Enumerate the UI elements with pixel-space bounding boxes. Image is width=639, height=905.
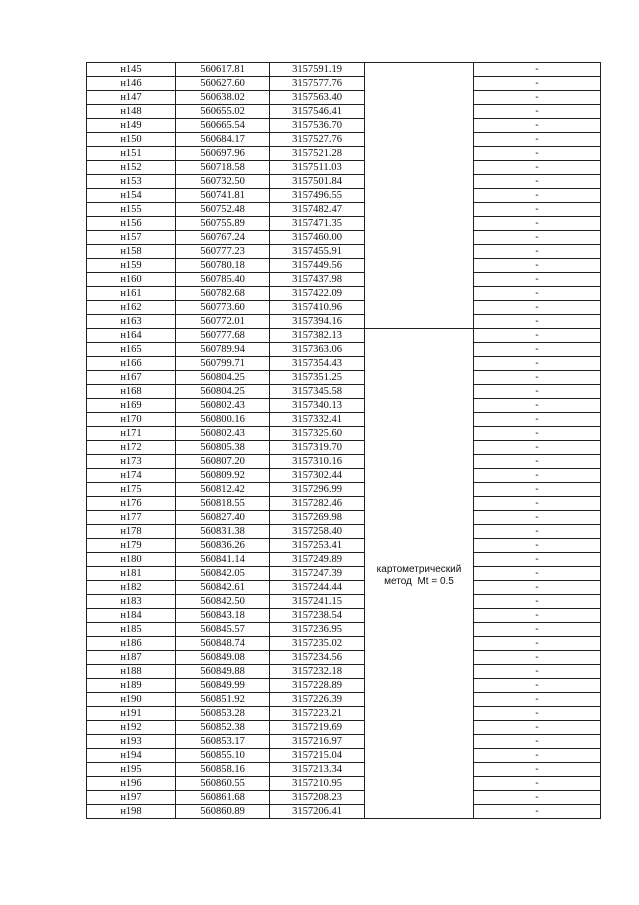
description-cell: - <box>474 231 601 245</box>
y-coordinate-cell: 3157258.40 <box>270 525 365 539</box>
point-id-cell: н192 <box>87 721 176 735</box>
table-row <box>87 231 601 245</box>
description-cell: - <box>474 315 601 329</box>
description-cell: - <box>474 651 601 665</box>
table-row <box>87 77 601 91</box>
x-coordinate-cell: 560842.05 <box>176 567 270 581</box>
point-id-cell: н185 <box>87 623 176 637</box>
description-cell: - <box>474 749 601 763</box>
description-cell: - <box>474 203 601 217</box>
table-row <box>87 791 601 805</box>
y-coordinate-cell: 3157236.95 <box>270 623 365 637</box>
y-coordinate-cell: 3157232.18 <box>270 665 365 679</box>
description-cell: - <box>474 777 601 791</box>
x-coordinate-cell: 560767.24 <box>176 231 270 245</box>
y-coordinate-cell: 3157422.09 <box>270 287 365 301</box>
y-coordinate-cell: 3157213.34 <box>270 763 365 777</box>
x-coordinate-cell: 560836.26 <box>176 539 270 553</box>
x-coordinate-cell: 560777.23 <box>176 245 270 259</box>
y-coordinate-cell: 3157228.89 <box>270 679 365 693</box>
description-cell: - <box>474 609 601 623</box>
description-cell: - <box>474 511 601 525</box>
y-coordinate-cell: 3157269.98 <box>270 511 365 525</box>
point-id-cell: н155 <box>87 203 176 217</box>
point-id-cell: н194 <box>87 749 176 763</box>
method-accuracy: метод Mt = 0.5 <box>384 575 454 587</box>
x-coordinate-cell: 560697.96 <box>176 147 270 161</box>
x-coordinate-cell: 560627.60 <box>176 77 270 91</box>
x-coordinate-cell: 560809.92 <box>176 469 270 483</box>
x-coordinate-cell: 560860.55 <box>176 777 270 791</box>
point-id-cell: н184 <box>87 609 176 623</box>
y-coordinate-cell: 3157482.47 <box>270 203 365 217</box>
description-cell: - <box>474 77 601 91</box>
description-cell: - <box>474 553 601 567</box>
description-cell: - <box>474 133 601 147</box>
y-coordinate-cell: 3157563.40 <box>270 91 365 105</box>
y-coordinate-cell: 3157345.58 <box>270 385 365 399</box>
y-coordinate-cell: 3157340.13 <box>270 399 365 413</box>
y-coordinate-cell: 3157296.99 <box>270 483 365 497</box>
x-coordinate-cell: 560831.38 <box>176 525 270 539</box>
table-row <box>87 721 601 735</box>
description-cell: - <box>474 693 601 707</box>
description-cell: - <box>474 119 601 133</box>
x-coordinate-cell: 560849.08 <box>176 651 270 665</box>
table-row <box>87 161 601 175</box>
description-cell: - <box>474 595 601 609</box>
table-row <box>87 217 601 231</box>
point-id-cell: н173 <box>87 455 176 469</box>
x-coordinate-cell: 560841.14 <box>176 553 270 567</box>
table-row <box>87 105 601 119</box>
table-row <box>87 203 601 217</box>
table-row <box>87 245 601 259</box>
description-cell: - <box>474 287 601 301</box>
description-cell: - <box>474 413 601 427</box>
y-coordinate-cell: 3157577.76 <box>270 77 365 91</box>
point-id-cell: н171 <box>87 427 176 441</box>
point-id-cell: н165 <box>87 343 176 357</box>
y-coordinate-cell: 3157325.60 <box>270 427 365 441</box>
y-coordinate-cell: 3157471.35 <box>270 217 365 231</box>
point-id-cell: н179 <box>87 539 176 553</box>
point-id-cell: н188 <box>87 665 176 679</box>
point-id-cell: н187 <box>87 651 176 665</box>
y-coordinate-cell: 3157210.95 <box>270 777 365 791</box>
x-coordinate-cell: 560802.43 <box>176 427 270 441</box>
point-id-cell: н196 <box>87 777 176 791</box>
y-coordinate-cell: 3157332.41 <box>270 413 365 427</box>
y-coordinate-cell: 3157235.02 <box>270 637 365 651</box>
description-cell: - <box>474 441 601 455</box>
description-cell: - <box>474 329 601 343</box>
x-coordinate-cell: 560780.18 <box>176 259 270 273</box>
x-coordinate-cell: 560789.94 <box>176 343 270 357</box>
x-coordinate-cell: 560665.54 <box>176 119 270 133</box>
point-id-cell: н162 <box>87 301 176 315</box>
coordinates-table-body <box>87 63 601 819</box>
y-coordinate-cell: 3157244.44 <box>270 581 365 595</box>
point-id-cell: н189 <box>87 679 176 693</box>
table-row <box>87 497 601 511</box>
x-coordinate-cell: 560861.68 <box>176 791 270 805</box>
x-coordinate-cell: 560802.43 <box>176 399 270 413</box>
point-id-cell: н193 <box>87 735 176 749</box>
x-coordinate-cell: 560805.38 <box>176 441 270 455</box>
y-coordinate-cell: 3157219.69 <box>270 721 365 735</box>
y-coordinate-cell: 3157253.41 <box>270 539 365 553</box>
y-coordinate-cell: 3157460.00 <box>270 231 365 245</box>
x-coordinate-cell: 560842.61 <box>176 581 270 595</box>
y-coordinate-cell: 3157234.56 <box>270 651 365 665</box>
table-row <box>87 469 601 483</box>
table-row <box>87 329 601 343</box>
description-cell: - <box>474 105 601 119</box>
point-id-cell: н195 <box>87 763 176 777</box>
table-row <box>87 777 601 791</box>
x-coordinate-cell: 560684.17 <box>176 133 270 147</box>
table-row <box>87 581 601 595</box>
table-row <box>87 665 601 679</box>
point-id-cell: н167 <box>87 371 176 385</box>
x-coordinate-cell: 560855.10 <box>176 749 270 763</box>
description-cell: - <box>474 175 601 189</box>
y-coordinate-cell: 3157247.39 <box>270 567 365 581</box>
y-coordinate-cell: 3157546.41 <box>270 105 365 119</box>
y-coordinate-cell: 3157591.19 <box>270 63 365 77</box>
description-cell: - <box>474 357 601 371</box>
x-coordinate-cell: 560858.16 <box>176 763 270 777</box>
y-coordinate-cell: 3157226.39 <box>270 693 365 707</box>
description-cell: - <box>474 791 601 805</box>
table-row <box>87 357 601 371</box>
y-coordinate-cell: 3157363.06 <box>270 343 365 357</box>
x-coordinate-cell: 560843.18 <box>176 609 270 623</box>
table-row <box>87 749 601 763</box>
point-id-cell: н174 <box>87 469 176 483</box>
point-id-cell: н159 <box>87 259 176 273</box>
point-id-cell: н170 <box>87 413 176 427</box>
x-coordinate-cell: 560755.89 <box>176 217 270 231</box>
table-row <box>87 651 601 665</box>
description-cell: - <box>474 707 601 721</box>
point-id-cell: н177 <box>87 511 176 525</box>
y-coordinate-cell: 3157249.89 <box>270 553 365 567</box>
table-row <box>87 315 601 329</box>
description-cell: - <box>474 581 601 595</box>
x-coordinate-cell: 560827.40 <box>176 511 270 525</box>
table-row <box>87 133 601 147</box>
point-id-cell: н161 <box>87 287 176 301</box>
table-row <box>87 273 601 287</box>
y-coordinate-cell: 3157501.84 <box>270 175 365 189</box>
x-coordinate-cell: 560845.57 <box>176 623 270 637</box>
point-id-cell: н166 <box>87 357 176 371</box>
y-coordinate-cell: 3157449.56 <box>270 259 365 273</box>
y-coordinate-cell: 3157238.54 <box>270 609 365 623</box>
description-cell: - <box>474 721 601 735</box>
description-cell: - <box>474 385 601 399</box>
x-coordinate-cell: 560799.71 <box>176 357 270 371</box>
point-id-cell: н149 <box>87 119 176 133</box>
table-row <box>87 693 601 707</box>
point-id-cell: н145 <box>87 63 176 77</box>
method-cell-main <box>365 329 474 819</box>
x-coordinate-cell: 560782.68 <box>176 287 270 301</box>
point-id-cell: н151 <box>87 147 176 161</box>
point-id-cell: н154 <box>87 189 176 203</box>
table-row <box>87 413 601 427</box>
y-coordinate-cell: 3157241.15 <box>270 595 365 609</box>
table-row <box>87 301 601 315</box>
description-cell: - <box>474 623 601 637</box>
description-cell: - <box>474 567 601 581</box>
x-coordinate-cell: 560812.42 <box>176 483 270 497</box>
table-row <box>87 147 601 161</box>
table-row <box>87 483 601 497</box>
point-id-cell: н156 <box>87 217 176 231</box>
x-coordinate-cell: 560617.81 <box>176 63 270 77</box>
y-coordinate-cell: 3157410.96 <box>270 301 365 315</box>
x-coordinate-cell: 560848.74 <box>176 637 270 651</box>
description-cell: - <box>474 539 601 553</box>
point-id-cell: н182 <box>87 581 176 595</box>
x-coordinate-cell: 560741.81 <box>176 189 270 203</box>
description-cell: - <box>474 273 601 287</box>
y-coordinate-cell: 3157536.70 <box>270 119 365 133</box>
table-row <box>87 119 601 133</box>
coordinates-table <box>86 62 601 819</box>
y-coordinate-cell: 3157310.16 <box>270 455 365 469</box>
y-coordinate-cell: 3157223.21 <box>270 707 365 721</box>
description-cell: - <box>474 483 601 497</box>
description-cell: - <box>474 91 601 105</box>
point-id-cell: н146 <box>87 77 176 91</box>
point-id-cell: н172 <box>87 441 176 455</box>
y-coordinate-cell: 3157394.16 <box>270 315 365 329</box>
point-id-cell: н180 <box>87 553 176 567</box>
table-row <box>87 371 601 385</box>
description-cell: - <box>474 161 601 175</box>
point-id-cell: н181 <box>87 567 176 581</box>
description-cell: - <box>474 679 601 693</box>
description-cell: - <box>474 217 601 231</box>
point-id-cell: н183 <box>87 595 176 609</box>
table-row <box>87 175 601 189</box>
x-coordinate-cell: 560638.02 <box>176 91 270 105</box>
y-coordinate-cell: 3157354.43 <box>270 357 365 371</box>
table-row <box>87 441 601 455</box>
y-coordinate-cell: 3157302.44 <box>270 469 365 483</box>
x-coordinate-cell: 560853.28 <box>176 707 270 721</box>
x-coordinate-cell: 560804.25 <box>176 371 270 385</box>
y-coordinate-cell: 3157511.03 <box>270 161 365 175</box>
point-id-cell: н191 <box>87 707 176 721</box>
y-coordinate-cell: 3157216.97 <box>270 735 365 749</box>
table-row <box>87 91 601 105</box>
point-id-cell: н176 <box>87 497 176 511</box>
table-row <box>87 525 601 539</box>
point-id-cell: н147 <box>87 91 176 105</box>
point-id-cell: н163 <box>87 315 176 329</box>
description-cell: - <box>474 259 601 273</box>
x-coordinate-cell: 560818.55 <box>176 497 270 511</box>
description-cell: - <box>474 525 601 539</box>
y-coordinate-cell: 3157527.76 <box>270 133 365 147</box>
point-id-cell: н164 <box>87 329 176 343</box>
x-coordinate-cell: 560851.92 <box>176 693 270 707</box>
table-row <box>87 707 601 721</box>
table-row <box>87 399 601 413</box>
y-coordinate-cell: 3157496.55 <box>270 189 365 203</box>
point-id-cell: н178 <box>87 525 176 539</box>
x-coordinate-cell: 560807.20 <box>176 455 270 469</box>
y-coordinate-cell: 3157455.91 <box>270 245 365 259</box>
x-coordinate-cell: 560852.38 <box>176 721 270 735</box>
table-row <box>87 511 601 525</box>
table-row <box>87 427 601 441</box>
x-coordinate-cell: 560853.17 <box>176 735 270 749</box>
description-cell: - <box>474 301 601 315</box>
x-coordinate-cell: 560752.48 <box>176 203 270 217</box>
description-cell: - <box>474 371 601 385</box>
method-cell-upper <box>365 63 474 329</box>
x-coordinate-cell: 560655.02 <box>176 105 270 119</box>
method-name: картометрический <box>376 563 462 575</box>
point-id-cell: н175 <box>87 483 176 497</box>
table-row <box>87 623 601 637</box>
table-row <box>87 567 601 581</box>
x-coordinate-cell: 560849.88 <box>176 665 270 679</box>
y-coordinate-cell: 3157208.23 <box>270 791 365 805</box>
table-row <box>87 259 601 273</box>
description-cell: - <box>474 805 601 819</box>
point-id-cell: н152 <box>87 161 176 175</box>
table-row <box>87 63 601 77</box>
description-cell: - <box>474 189 601 203</box>
point-id-cell: н160 <box>87 273 176 287</box>
x-coordinate-cell: 560785.40 <box>176 273 270 287</box>
y-coordinate-cell: 3157206.41 <box>270 805 365 819</box>
x-coordinate-cell: 560860.89 <box>176 805 270 819</box>
table-row <box>87 343 601 357</box>
table-row <box>87 385 601 399</box>
y-coordinate-cell: 3157382.13 <box>270 329 365 343</box>
x-coordinate-cell: 560849.99 <box>176 679 270 693</box>
table-row <box>87 763 601 777</box>
point-id-cell: н169 <box>87 399 176 413</box>
description-cell: - <box>474 665 601 679</box>
description-cell: - <box>474 735 601 749</box>
point-id-cell: н198 <box>87 805 176 819</box>
point-id-cell: н148 <box>87 105 176 119</box>
x-coordinate-cell: 560773.60 <box>176 301 270 315</box>
table-row <box>87 595 601 609</box>
description-cell: - <box>474 637 601 651</box>
y-coordinate-cell: 3157351.25 <box>270 371 365 385</box>
description-cell: - <box>474 147 601 161</box>
description-cell: - <box>474 469 601 483</box>
description-cell: - <box>474 63 601 77</box>
y-coordinate-cell: 3157437.98 <box>270 273 365 287</box>
point-id-cell: н157 <box>87 231 176 245</box>
point-id-cell: н186 <box>87 637 176 651</box>
description-cell: - <box>474 497 601 511</box>
y-coordinate-cell: 3157319.70 <box>270 441 365 455</box>
description-cell: - <box>474 427 601 441</box>
table-row <box>87 189 601 203</box>
point-id-cell: н190 <box>87 693 176 707</box>
table-row <box>87 679 601 693</box>
y-coordinate-cell: 3157215.04 <box>270 749 365 763</box>
y-coordinate-cell: 3157282.46 <box>270 497 365 511</box>
table-row <box>87 735 601 749</box>
description-cell: - <box>474 455 601 469</box>
description-cell: - <box>474 399 601 413</box>
table-row <box>87 287 601 301</box>
table-row <box>87 455 601 469</box>
x-coordinate-cell: 560772.01 <box>176 315 270 329</box>
x-coordinate-cell: 560718.58 <box>176 161 270 175</box>
table-row <box>87 805 601 819</box>
description-cell: - <box>474 343 601 357</box>
description-cell: - <box>474 245 601 259</box>
x-coordinate-cell: 560804.25 <box>176 385 270 399</box>
table-row <box>87 637 601 651</box>
point-id-cell: н150 <box>87 133 176 147</box>
y-coordinate-cell: 3157521.28 <box>270 147 365 161</box>
point-id-cell: н197 <box>87 791 176 805</box>
x-coordinate-cell: 560842.50 <box>176 595 270 609</box>
point-id-cell: н153 <box>87 175 176 189</box>
x-coordinate-cell: 560800.16 <box>176 413 270 427</box>
table-row <box>87 539 601 553</box>
table-row <box>87 553 601 567</box>
point-id-cell: н158 <box>87 245 176 259</box>
table-row <box>87 609 601 623</box>
point-id-cell: н168 <box>87 385 176 399</box>
x-coordinate-cell: 560732.50 <box>176 175 270 189</box>
x-coordinate-cell: 560777.68 <box>176 329 270 343</box>
description-cell: - <box>474 763 601 777</box>
